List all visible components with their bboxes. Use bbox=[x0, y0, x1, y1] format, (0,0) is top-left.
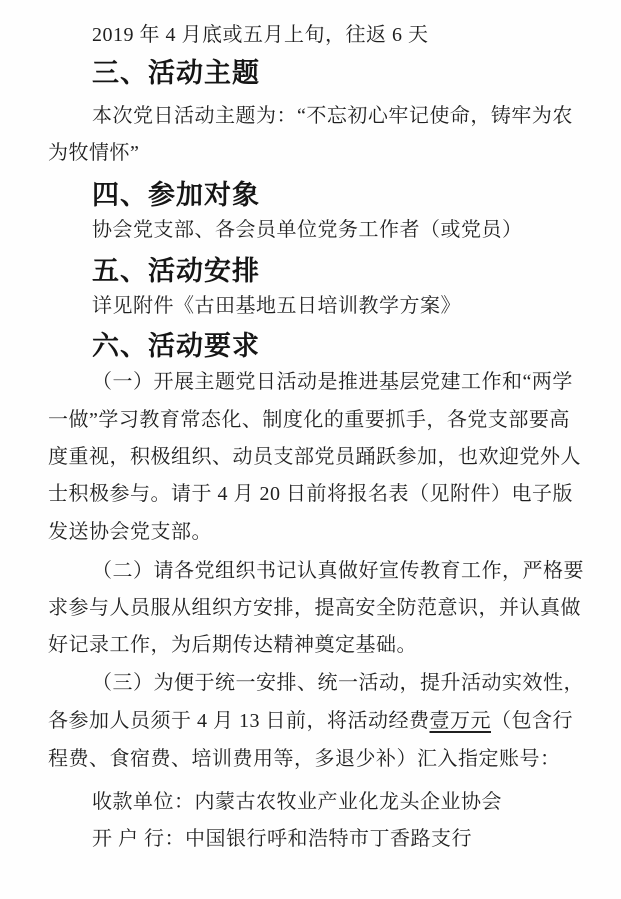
doc-line-schedule: 详见附件《古田基地五日培训教学方案》 bbox=[92, 295, 461, 317]
fee-text-before: 各参加人员须于 4 月 13 日前，将活动经费 bbox=[48, 710, 430, 732]
doc-line-dates: 2019 年 4 月底或五月上旬，往返 6 天 bbox=[92, 24, 429, 46]
doc-line-req1-4: 士积极参与。请于 4 月 20 日前将报名表（见附件）电子版 bbox=[48, 483, 573, 505]
doc-line-theme-2: 为牧情怀” bbox=[48, 142, 140, 164]
doc-line-req2-2: 求参与人员服从组织方安排，提高安全防范意识，并认真做 bbox=[48, 597, 581, 619]
section-heading-participants: 四、参加对象 bbox=[92, 180, 260, 210]
section-heading-requirements: 六、活动要求 bbox=[92, 331, 260, 361]
doc-line-participants: 协会党支部、各会员单位党务工作者（或党员） bbox=[92, 219, 523, 241]
doc-line-req3-fee bbox=[48, 708, 608, 734]
section-heading-theme: 三、活动主题 bbox=[92, 58, 260, 88]
doc-line-theme-1: 本次党日活动主题为：“不忘初心牢记使命，铸牢为农 bbox=[92, 105, 573, 127]
doc-line-req1-2: 一做”学习教育常态化、制度化的重要抓手，各党支部要高 bbox=[48, 409, 570, 431]
doc-line-req2-1: （二）请各党组织书记认真做好宣传教育工作，严格要 bbox=[92, 560, 584, 582]
doc-line-bank: 开 户 行：中国银行呼和浩特市丁香路支行 bbox=[92, 828, 472, 850]
doc-line-req2-3: 好记录工作，为后期传达精神奠定基础。 bbox=[48, 634, 417, 656]
doc-line-req1-3: 度重视，积极组织、动员支部党员踊跃参加，也欢迎党外人 bbox=[48, 446, 581, 468]
doc-line-req3-1: （三）为便于统一安排、统一活动，提升活动实效性， bbox=[92, 672, 584, 694]
fee-amount-underlined: 壹万元 bbox=[429, 710, 491, 732]
section-heading-schedule: 五、活动安排 bbox=[92, 256, 260, 286]
doc-line-req1-1: （一）开展主题党日活动是推进基层党建工作和“两学 bbox=[92, 371, 573, 393]
doc-line-req1-5: 发送协会党支部。 bbox=[48, 521, 212, 543]
fee-text-after: （包含行 bbox=[491, 710, 573, 732]
doc-line-payee: 收款单位：内蒙古农牧业产业化龙头企业协会 bbox=[92, 791, 502, 813]
doc-line-req3-3: 程费、食宿费、培训费用等，多退少补）汇入指定账号： bbox=[48, 748, 561, 770]
